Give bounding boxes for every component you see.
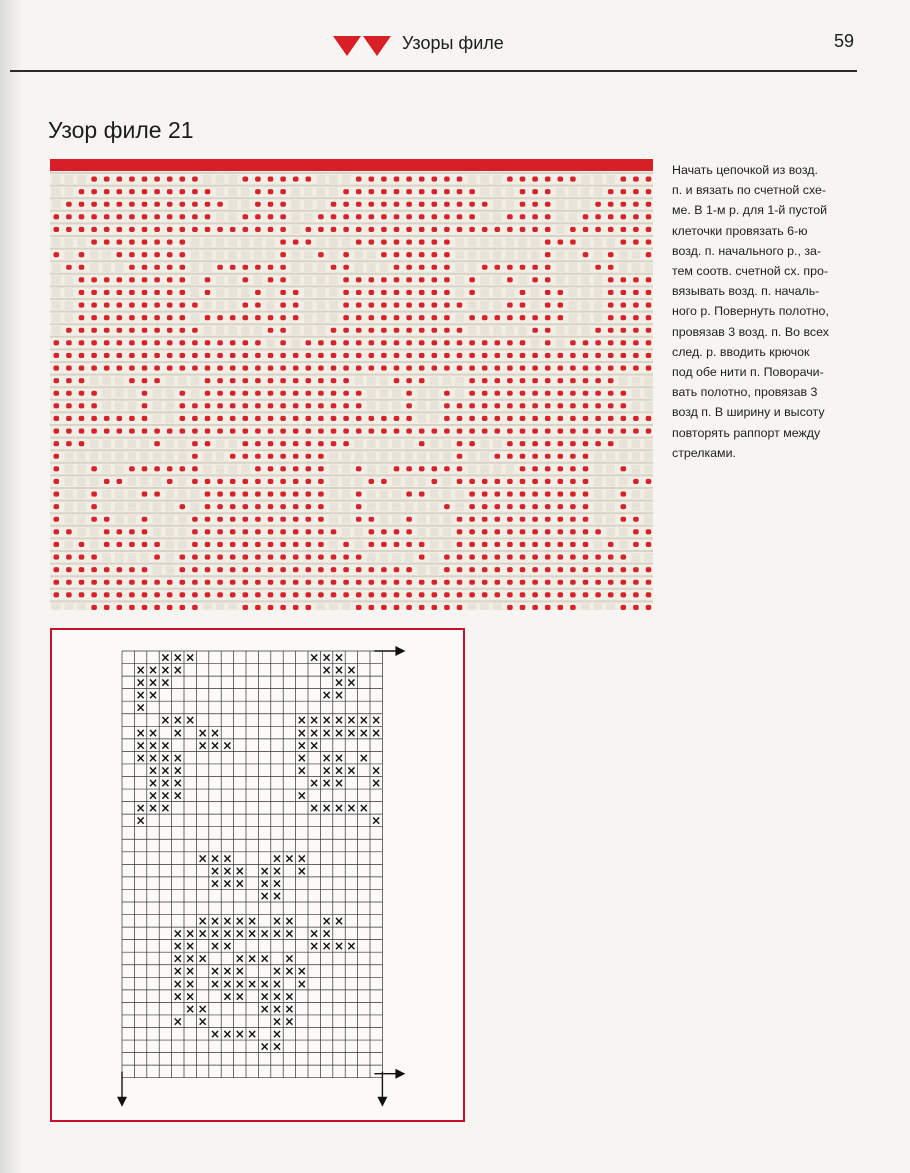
chart-stitch-mark: ×: [321, 763, 332, 778]
chart-stitch-mark: ×: [284, 964, 295, 979]
chart-stitch-mark: ×: [296, 788, 307, 803]
chart-stitch-mark: ×: [160, 763, 171, 778]
chart-stitch-mark: ×: [371, 713, 382, 728]
chart-stitch-mark: ×: [346, 763, 357, 778]
chart-stitch-mark: ×: [135, 801, 146, 816]
chart-stitch-mark: ×: [172, 976, 183, 991]
chart-stitch-mark: ×: [271, 1014, 283, 1029]
chart-stitch-mark: ×: [346, 663, 357, 678]
chart-stitch-mark: ×: [271, 876, 283, 891]
chart-stitch-mark: ×: [271, 851, 283, 866]
chart-stitch-mark: ×: [346, 939, 357, 954]
chart-stitch-mark: ×: [271, 926, 283, 941]
chart-stitch-mark: ×: [259, 951, 270, 966]
chart-stitch-mark: ×: [172, 763, 183, 778]
chart-stitch-mark: ×: [209, 725, 221, 740]
chart-stitch-mark: ×: [185, 951, 196, 966]
chart-stitch-mark: ×: [259, 1001, 270, 1016]
chart-stitch-mark: ×: [309, 725, 320, 740]
chart-stitch-mark: ×: [172, 788, 183, 803]
chart-stitch-mark: ×: [271, 914, 283, 929]
chart-stitch-mark: ×: [296, 725, 307, 740]
chart-stitch-mark: ×: [185, 989, 196, 1004]
chart-stitch-mark: ×: [222, 926, 233, 941]
chart-stitch-mark: ×: [271, 1001, 283, 1016]
chart-stitch-mark: ×: [333, 663, 345, 678]
chart-stitch-mark: ×: [296, 863, 307, 878]
chart-stitch-mark: ×: [172, 775, 183, 790]
crochet-sample-photo: [50, 159, 653, 610]
chart-stitch-mark: ×: [172, 725, 183, 740]
chart-stitch-mark: ×: [172, 650, 183, 665]
chart-stitch-mark: ×: [222, 964, 233, 979]
chart-stitch-mark: ×: [222, 976, 233, 991]
chart-stitch-mark: ×: [321, 939, 332, 954]
chart-stitch-mark: ×: [271, 1026, 283, 1041]
chart-stitch-mark: ×: [371, 813, 382, 828]
chart-stitch-mark: ×: [346, 675, 357, 690]
chart-stitch-mark: ×: [333, 750, 345, 765]
chart-stitch-mark: ×: [309, 775, 320, 790]
chart-stitch-mark: ×: [284, 851, 295, 866]
chart-stitch-mark: ×: [209, 926, 221, 941]
chart-stitch-mark: ×: [247, 976, 258, 991]
chart-stitch-mark: ×: [333, 939, 345, 954]
chart-stitch-mark: ×: [147, 663, 159, 678]
chart-stitch-mark: ×: [234, 876, 245, 891]
chart-stitch-mark: ×: [222, 876, 233, 891]
chart-stitch-mark: ×: [284, 989, 295, 1004]
chart-stitch-mark: ×: [321, 713, 332, 728]
mesh-holes: [52, 175, 653, 610]
chart-stitch-mark: ×: [371, 763, 382, 778]
chart-stitch-mark: ×: [160, 738, 171, 753]
chart-stitch-mark: ×: [234, 1026, 245, 1041]
chart-stitch-mark: ×: [358, 725, 369, 740]
crochet-chart-frame: [50, 628, 465, 1122]
chart-stitch-mark: ×: [160, 675, 171, 690]
chart-stitch-mark: ×: [296, 738, 307, 753]
chart-stitch-mark: ×: [259, 888, 270, 903]
chart-stitch-mark: ×: [234, 951, 245, 966]
chart-stitch-mark: ×: [209, 876, 221, 891]
chart-stitch-mark: ×: [346, 801, 357, 816]
chart-stitch-mark: ×: [247, 926, 258, 941]
left-bottom-repeat-arrow-icon: [117, 1072, 127, 1107]
chart-stitch-mark: ×: [346, 725, 357, 740]
chart-stitch-mark: ×: [172, 713, 183, 728]
chart-stitch-mark: ×: [309, 713, 320, 728]
chart-stitch-mark: ×: [333, 775, 345, 790]
chart-stitch-mark: ×: [197, 851, 208, 866]
chart-stitch-mark: ×: [222, 939, 233, 954]
chart-stitch-mark: ×: [296, 713, 307, 728]
chart-stitch-mark: ×: [160, 750, 171, 765]
chart-stitch-mark: ×: [247, 1026, 258, 1041]
chart-stitch-mark: ×: [321, 801, 332, 816]
chart-stitch-mark: ×: [284, 914, 295, 929]
bottom-right-repeat-arrow-icon: [374, 1069, 405, 1079]
chart-stitch-mark: ×: [234, 926, 245, 941]
chart-stitch-mark: ×: [172, 939, 183, 954]
chart-stitch-mark: ×: [147, 725, 159, 740]
chart-stitch-mark: ×: [197, 725, 208, 740]
chart-stitch-mark: ×: [197, 1014, 208, 1029]
chart-stitch-mark: ×: [135, 813, 146, 828]
chart-stitch-mark: ×: [147, 788, 159, 803]
chart-stitch-mark: ×: [135, 688, 146, 703]
chart-stitch-mark: ×: [321, 650, 332, 665]
chart-stitch-mark: ×: [309, 738, 320, 753]
chart-stitch-mark: ×: [185, 939, 196, 954]
chart-stitch-mark: ×: [333, 688, 345, 703]
chart-stitch-mark: ×: [358, 713, 369, 728]
chart-stitch-mark: ×: [135, 663, 146, 678]
chart-stitch-mark: ×: [185, 1001, 196, 1016]
chart-stitch-mark: ×: [259, 989, 270, 1004]
chart-stitch-mark: ×: [346, 713, 357, 728]
chart-stitch-mark: ×: [309, 801, 320, 816]
chart-stitch-mark: ×: [160, 650, 171, 665]
chart-stitch-mark: ×: [160, 775, 171, 790]
chart-stitch-mark: ×: [358, 801, 369, 816]
chart-stitch-mark: ×: [309, 926, 320, 941]
chart-stitch-mark: ×: [321, 750, 332, 765]
chart-stitch-mark: ×: [197, 914, 208, 929]
chart-stitch-mark: ×: [147, 763, 159, 778]
chart-stitch-mark: ×: [271, 863, 283, 878]
chart-stitch-mark: ×: [135, 675, 146, 690]
chart-stitch-mark: ×: [234, 989, 245, 1004]
chart-stitch-mark: ×: [135, 725, 146, 740]
chart-stitch-mark: ×: [172, 1014, 183, 1029]
crochet-chart-grid: [52, 630, 463, 1120]
instructions-text-block: [672, 160, 857, 463]
chart-stitch-mark: ×: [259, 976, 270, 991]
filet-mesh-image: [50, 159, 653, 610]
chart-stitch-mark: ×: [296, 964, 307, 979]
chart-stitch-mark: ×: [321, 775, 332, 790]
chart-stitch-mark: ×: [259, 1039, 270, 1054]
page-header: [0, 0, 910, 75]
chart-stitch-mark: ×: [147, 688, 159, 703]
chart-stitch-mark: ×: [333, 763, 345, 778]
chart-stitch-mark: ×: [296, 763, 307, 778]
chart-stitch-mark: ×: [271, 1039, 283, 1054]
chart-stitch-mark: ×: [185, 926, 196, 941]
chart-stitch-mark: ×: [172, 663, 183, 678]
chart-stitch-mark: ×: [284, 1014, 295, 1029]
section-title: Узоры филе: [402, 33, 504, 53]
chart-stitch-mark: ×: [333, 801, 345, 816]
chart-stitch-mark: ×: [271, 888, 283, 903]
chart-stitch-mark: ×: [284, 951, 295, 966]
chart-stitch-mark: ×: [197, 738, 208, 753]
chart-stitch-mark: ×: [247, 914, 258, 929]
chart-stitch-mark: ×: [234, 964, 245, 979]
chart-stitch-mark: ×: [135, 750, 146, 765]
top-repeat-arrow-icon: [374, 646, 405, 656]
chart-stitch-mark: ×: [234, 976, 245, 991]
instructions-paragraph: Начать цепочкой из возд. п. и вязать по счетной схе- ме. В 1-м р. для 1-й пустой клеточки провязать 6-ю возд. п. начального р., за- тем соотв. счетной сх. про- вязывать возд. п. началь- ного р. Повернуть полотно, провязав 3 возд. п. Во всех след. р. вводить крючок под обе нити п. Поворачи- вать полотно, провязав 3 возд п. В ширину и высоту повторять раппорт между стрелками.: [672, 163, 829, 460]
chart-stitch-mark: ×: [333, 725, 345, 740]
chart-stitch-mark: ×: [160, 713, 171, 728]
chart-stitch-mark: ×: [284, 926, 295, 941]
chart-stitch-mark: ×: [209, 964, 221, 979]
chart-stitch-mark: ×: [333, 914, 345, 929]
chart-stitch-mark: ×: [209, 851, 221, 866]
chart-stitch-mark: ×: [296, 976, 307, 991]
chart-stitch-mark: ×: [209, 1026, 221, 1041]
book-spine-shadow: [0, 0, 22, 1173]
chart-stitch-mark: ×: [147, 775, 159, 790]
chart-stitch-mark: ×: [185, 976, 196, 991]
chart-stitch-mark: ×: [259, 863, 270, 878]
chart-stitch-mark: ×: [284, 1001, 295, 1016]
chart-stitch-mark: ×: [172, 926, 183, 941]
chart-stitch-mark: ×: [135, 738, 146, 753]
photo-red-edge: [50, 159, 653, 171]
chart-stitch-mark: ×: [209, 863, 221, 878]
chart-stitch-mark: ×: [234, 863, 245, 878]
chart-stitch-mark: ×: [172, 951, 183, 966]
chart-stitch-mark: ×: [209, 738, 221, 753]
chart-stitch-mark: ×: [309, 650, 320, 665]
chart-stitch-mark: ×: [321, 688, 332, 703]
chart-stitch-mark: ×: [247, 951, 258, 966]
chart-stitch-mark: ×: [321, 914, 332, 929]
chart-stitch-mark: ×: [222, 1026, 233, 1041]
chart-stitch-mark: ×: [160, 788, 171, 803]
chart-stitch-mark: ×: [222, 863, 233, 878]
chart-stitch-mark: ×: [333, 650, 345, 665]
chart-stitch-mark: ×: [172, 989, 183, 1004]
page-number: 59: [834, 31, 855, 51]
chart-stitch-mark: ×: [209, 976, 221, 991]
chart-stitch-mark: ×: [172, 750, 183, 765]
chart-stitch-mark: ×: [147, 750, 159, 765]
chart-stitch-mark: ×: [321, 725, 332, 740]
chart-stitch-mark: ×: [296, 750, 307, 765]
chart-stitch-mark: ×: [197, 1001, 208, 1016]
chart-stitch-mark: ×: [197, 926, 208, 941]
chart-stitch-mark: ×: [160, 663, 171, 678]
chevron-ornament-icon: [333, 36, 393, 56]
chart-stitch-mark: ×: [333, 713, 345, 728]
chart-stitch-mark: ×: [197, 951, 208, 966]
chart-stitch-mark: ×: [209, 939, 221, 954]
chart-stitch-mark: ×: [309, 939, 320, 954]
chart-stitch-mark: ×: [147, 738, 159, 753]
chart-stitch-mark: ×: [234, 914, 245, 929]
chart-stitch-mark: ×: [222, 851, 233, 866]
chart-stitch-mark: ×: [321, 663, 332, 678]
chart-stitch-mark: ×: [222, 989, 233, 1004]
chart-stitch-mark: ×: [259, 926, 270, 941]
chart-stitch-mark: ×: [185, 650, 196, 665]
chart-stitch-mark: ×: [172, 964, 183, 979]
chart-stitch-mark: ×: [321, 926, 332, 941]
chart-stitch-mark: ×: [222, 914, 233, 929]
chart-stitch-mark: ×: [222, 738, 233, 753]
chart-stitch-mark: ×: [371, 775, 382, 790]
chart-stitch-mark: ×: [259, 876, 270, 891]
chart-stitch-mark: ×: [160, 801, 171, 816]
chart-stitch-mark: ×: [185, 964, 196, 979]
chart-stitch-mark: ×: [333, 675, 345, 690]
pattern-title: Узор филе 21: [48, 117, 194, 143]
chart-stitch-mark: ×: [371, 725, 382, 740]
chart-stitch-mark: ×: [147, 675, 159, 690]
header-rule: [10, 70, 857, 72]
chart-stitch-mark: ×: [185, 713, 196, 728]
chart-stitch-mark: ×: [135, 700, 146, 715]
chart-stitch-mark: ×: [271, 976, 283, 991]
chart-stitch-mark: ×: [271, 964, 283, 979]
chart-stitch-mark: ×: [147, 801, 159, 816]
chart-stitch-mark: ×: [271, 989, 283, 1004]
right-bottom-repeat-arrow-icon: [377, 1072, 387, 1107]
chart-stitch-mark: ×: [209, 914, 221, 929]
chart-stitch-mark: ×: [358, 750, 369, 765]
chart-stitch-mark: ×: [296, 851, 307, 866]
